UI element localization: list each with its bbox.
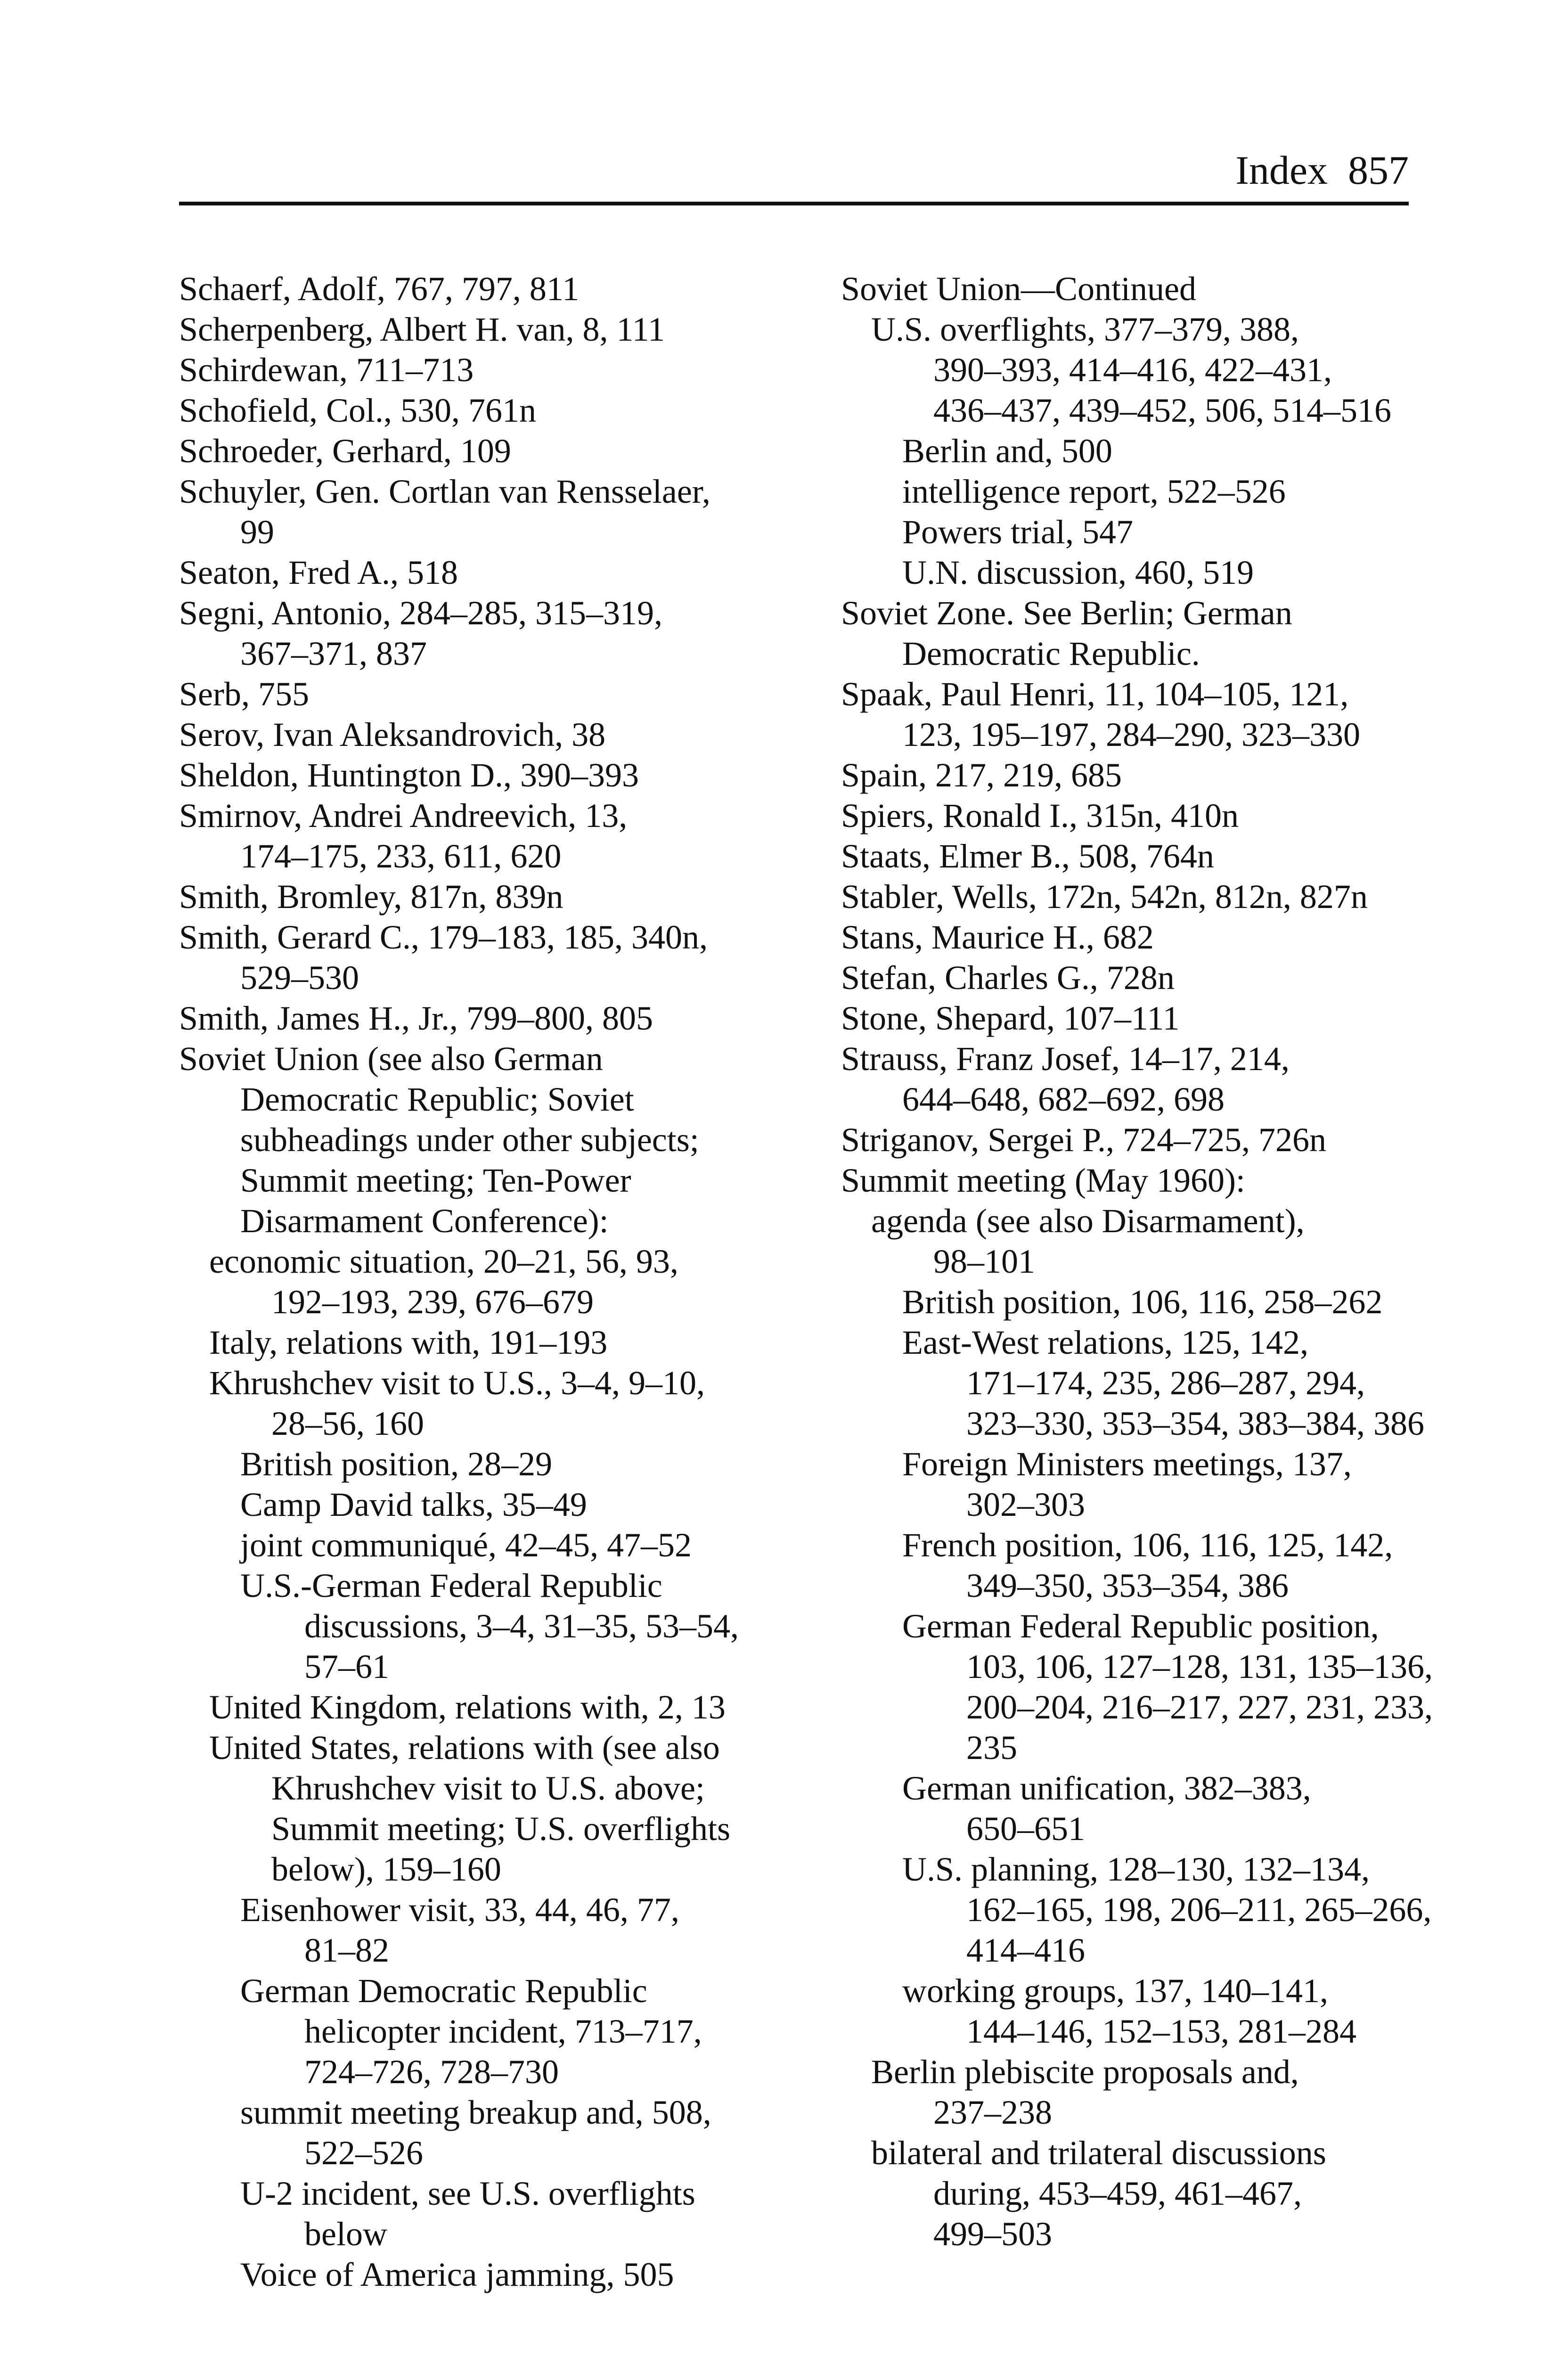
index-entry	[179, 552, 763, 593]
index-entry-text: 302–303	[966, 1486, 1085, 1523]
index-entry-text: working groups, 137, 140–141,	[902, 1972, 1328, 2010]
index-entry-text: Smirnov, Andrei Andreevich, 13,	[179, 797, 628, 834]
index-entry-text: Seaton, Fred A., 518	[179, 554, 458, 591]
page-header	[179, 137, 1409, 203]
index-entry	[179, 1687, 763, 1727]
index-entry	[841, 876, 1425, 917]
index-entry	[841, 1241, 1425, 1282]
index-entry-text: 103, 106, 127–128, 131, 135–136,	[966, 1648, 1433, 1685]
index-entry	[841, 2011, 1425, 2052]
index-entry-text: Berlin plebiscite proposals and,	[871, 2053, 1299, 2091]
index-column-right	[841, 269, 1433, 2254]
index-entry	[179, 1120, 763, 1160]
index-entry	[841, 593, 1425, 633]
index-column-left	[179, 269, 763, 2295]
index-entry-text: bilateral and trilateral discussions	[871, 2134, 1326, 2172]
index-entry	[841, 2214, 1425, 2254]
index-entry	[179, 1484, 763, 1525]
index-entry-text: Segni, Antonio, 284–285, 315–319,	[179, 594, 663, 632]
index-entry-text: U.S.-German Federal Republic	[240, 1567, 662, 1604]
index-entry	[179, 512, 763, 552]
index-entry-text: 200–204, 216–217, 227, 231, 233,	[966, 1688, 1433, 1726]
index-entry	[179, 593, 763, 633]
index-entry	[179, 1808, 763, 1849]
index-entry	[179, 876, 763, 917]
index-entry-text: Schirdewan, 711–713	[179, 351, 474, 389]
index-entry	[179, 755, 763, 795]
index-entry	[841, 1768, 1425, 1808]
index-entry-text: Democratic Republic.	[902, 635, 1200, 672]
index-entry	[179, 431, 763, 471]
index-entry-text: below), 159–160	[271, 1850, 501, 1888]
index-entry-text: Khrushchev visit to U.S., 3–4, 9–10,	[209, 1364, 705, 1402]
index-entry-text: 414–416	[966, 1931, 1085, 1969]
index-entry-text: Soviet Union—Continued	[841, 270, 1196, 308]
index-entry-text: 123, 195–197, 284–290, 323–330	[902, 716, 1360, 753]
index-entry-text: 367–371, 837	[240, 635, 427, 672]
index-entry-text: U-2 incident, see U.S. overflights	[240, 2175, 695, 2212]
index-entry-text: Camp David talks, 35–49	[240, 1486, 587, 1523]
index-entry	[179, 269, 763, 309]
index-entry-text: Foreign Ministers meetings, 137,	[902, 1445, 1352, 1483]
index-entry	[841, 2052, 1425, 2092]
index-entry	[841, 1565, 1425, 1606]
index-entry-text: Summit meeting; U.S. overflights	[271, 1810, 730, 1848]
index-entry	[179, 1727, 763, 1768]
index-entry	[841, 269, 1425, 309]
index-entry-text: Schuyler, Gen. Cortlan van Rensselaer,	[179, 473, 710, 510]
index-entry	[841, 1160, 1425, 1201]
index-entry-text: economic situation, 20–21, 56, 93,	[209, 1243, 678, 1280]
index-entry	[179, 1160, 763, 1201]
index-entry	[841, 1079, 1425, 1120]
index-entry	[179, 795, 763, 836]
index-entry	[841, 512, 1425, 552]
index-entry	[179, 1890, 763, 1930]
index-entry	[841, 674, 1425, 714]
index-entry-text: discussions, 3–4, 31–35, 53–54,	[304, 1607, 739, 1645]
index-entry-text: below	[304, 2215, 387, 2253]
index-entry	[179, 674, 763, 714]
index-entry	[179, 350, 763, 390]
index-entry-text: 57–61	[304, 1648, 389, 1685]
index-entry-text: British position, 28–29	[240, 1445, 553, 1483]
index-entry	[841, 1444, 1425, 1484]
index-entry-text: Khrushchev visit to U.S. above;	[271, 1769, 705, 1807]
index-entry-text: 144–146, 152–153, 281–284	[966, 2012, 1356, 2050]
index-entry-text: Schaerf, Adolf, 767, 797, 811	[179, 270, 580, 308]
index-entry	[179, 1768, 763, 1808]
index-entry	[179, 633, 763, 674]
index-entry-text: 235	[966, 1729, 1017, 1767]
index-entry-text: U.N. discussion, 460, 519	[902, 554, 1254, 591]
index-entry-text: 192–193, 239, 676–679	[271, 1283, 594, 1321]
index-entry	[179, 1930, 763, 1971]
index-entry	[841, 1201, 1425, 1241]
index-entry-text: 81–82	[304, 1931, 389, 1969]
index-entry-text: Voice of America jamming, 505	[240, 2256, 674, 2293]
index-entry-text: 349–350, 353–354, 386	[966, 1567, 1289, 1604]
index-entry-text: Spain, 217, 219, 685	[841, 756, 1122, 794]
index-entry-text: Spiers, Ronald I., 315n, 410n	[841, 797, 1239, 834]
index-entry	[179, 1849, 763, 1890]
index-entry-text: Democratic Republic; Soviet	[240, 1080, 634, 1118]
index-entry-text: German unification, 382–383,	[902, 1769, 1311, 1807]
index-entry	[179, 836, 763, 876]
index-entry-text: Serov, Ivan Aleksandrovich, 38	[179, 716, 606, 753]
index-entry	[841, 755, 1425, 795]
index-entry	[841, 1808, 1425, 1849]
index-entry-text: United Kingdom, relations with, 2, 13	[209, 1688, 726, 1726]
index-entry-text: 522–526	[304, 2134, 423, 2172]
index-entry	[841, 350, 1425, 390]
index-entry	[179, 2214, 763, 2254]
index-entry-text: Striganov, Sergei P., 724–725, 726n	[841, 1121, 1327, 1159]
index-entry	[841, 998, 1425, 1039]
index-entry	[179, 1606, 763, 1646]
index-entry-text: U.S. planning, 128–130, 132–134,	[902, 1850, 1370, 1888]
index-entry-text: Sheldon, Huntington D., 390–393	[179, 756, 639, 794]
index-entry-text: 28–56, 160	[271, 1405, 424, 1442]
index-entry-text: Spaak, Paul Henri, 11, 104–105, 121,	[841, 675, 1349, 713]
index-entry	[179, 2011, 763, 2052]
index-entry	[841, 431, 1425, 471]
index-entry-text: 98–101	[933, 1243, 1035, 1280]
index-entry-text: Disarmament Conference):	[240, 1202, 609, 1240]
index-entry	[841, 795, 1425, 836]
index-entry-text: United States, relations with (see also	[209, 1729, 720, 1767]
index-entry-text: 436–437, 439–452, 506, 514–516	[933, 392, 1391, 429]
index-entry-text: 171–174, 235, 286–287, 294,	[966, 1364, 1365, 1402]
index-entry	[179, 1646, 763, 1687]
index-entry	[179, 1525, 763, 1565]
index-entry	[841, 1646, 1433, 1687]
index-entry	[179, 1322, 763, 1363]
index-entry	[179, 1565, 763, 1606]
index-entry	[179, 1363, 763, 1403]
index-entry-text: Schofield, Col., 530, 761n	[179, 392, 536, 429]
index-entry	[179, 2092, 763, 2133]
index-entry-text: Staats, Elmer B., 508, 764n	[841, 837, 1214, 875]
index-entry	[179, 309, 763, 350]
index-entry	[841, 836, 1425, 876]
index-entry	[179, 2173, 763, 2214]
index-entry	[179, 1039, 763, 1079]
index-entry	[841, 1930, 1425, 1971]
index-entry-text: subheadings under other subjects;	[240, 1121, 699, 1159]
index-entry	[179, 471, 763, 512]
index-entry-text: German Democratic Republic	[240, 1972, 647, 2010]
index-entry-text: during, 453–459, 461–467,	[933, 2175, 1302, 2212]
index-entry	[841, 552, 1425, 593]
running-head: Index 857	[1235, 147, 1409, 193]
index-entry	[841, 917, 1425, 957]
index-entry	[179, 714, 763, 755]
index-entry-text: 499–503	[933, 2215, 1052, 2253]
index-entry-text: Italy, relations with, 191–193	[209, 1324, 608, 1361]
index-entry-text: 529–530	[240, 959, 359, 997]
index-entry-text: Eisenhower visit, 33, 44, 46, 77,	[240, 1891, 679, 1929]
index-entry	[841, 309, 1425, 350]
header-rule	[179, 202, 1409, 205]
index-entry-text: Strauss, Franz Josef, 14–17, 214,	[841, 1040, 1290, 1078]
index-entry	[179, 1971, 763, 2011]
index-entry	[841, 633, 1425, 674]
index-entry-text: Stefan, Charles G., 728n	[841, 959, 1175, 997]
index-entry-text: Powers trial, 547	[902, 513, 1133, 551]
index-entry	[179, 1282, 763, 1322]
index-entry-text: U.S. overflights, 377–379, 388,	[871, 311, 1299, 348]
index-entry-text: 174–175, 233, 611, 620	[240, 837, 562, 875]
index-entry-text: agenda (see also Disarmament),	[871, 1202, 1305, 1240]
index-entry	[841, 1484, 1425, 1525]
index-entry-text: 650–651	[966, 1810, 1085, 1848]
index-entry	[841, 1282, 1425, 1322]
index-entry	[841, 471, 1425, 512]
index-entry-text: Soviet Union (see also German	[179, 1040, 603, 1078]
index-entry	[179, 1403, 763, 1444]
index-entry-text: East-West relations, 125, 142,	[902, 1324, 1309, 1361]
index-entry	[841, 1606, 1425, 1646]
index-entry-text: Summit meeting; Ten-Power	[240, 1162, 631, 1199]
index-entry-text: French position, 106, 116, 125, 142,	[902, 1526, 1393, 1564]
index-entry	[841, 1727, 1425, 1768]
index-entry-text: 724–726, 728–730	[304, 2053, 559, 2091]
index-entry	[179, 2133, 763, 2173]
index-entry	[841, 1322, 1425, 1363]
index-entry	[179, 1201, 763, 1241]
index-entry	[841, 957, 1425, 998]
index-entry-text: Smith, Bromley, 817n, 839n	[179, 878, 564, 916]
index-entry-text: Berlin and, 500	[902, 432, 1112, 470]
index-entry-text: 99	[240, 513, 274, 551]
index-entry	[841, 1120, 1425, 1160]
index-entry-text: Smith, Gerard C., 179–183, 185, 340n,	[179, 918, 708, 956]
index-entry-text: Schroeder, Gerhard, 109	[179, 432, 511, 470]
index-entry	[841, 2173, 1425, 2214]
index-entry-text: 323–330, 353–354, 383–384, 386	[966, 1405, 1424, 1442]
index-entry	[179, 1241, 763, 1282]
index-entry-text: Scherpenberg, Albert H. van, 8, 111	[179, 311, 665, 348]
index-entry-text: German Federal Republic position,	[902, 1607, 1379, 1645]
index-entry-text: Stans, Maurice H., 682	[841, 918, 1154, 956]
index-entry-text: Serb, 755	[179, 675, 309, 713]
index-entry	[179, 2052, 763, 2092]
index-entry-text: Stabler, Wells, 172n, 542n, 812n, 827n	[841, 878, 1368, 916]
index-entry	[179, 957, 763, 998]
index-entry	[841, 1363, 1425, 1403]
index-entry	[841, 1403, 1425, 1444]
index-entry	[841, 2133, 1425, 2173]
index-entry	[179, 2254, 763, 2295]
index-entry	[179, 998, 763, 1039]
index-entry	[179, 917, 763, 957]
index-entry	[841, 1849, 1425, 1890]
index-entry-text: joint communiqué, 42–45, 47–52	[240, 1526, 692, 1564]
index-entry-text: 644–648, 682–692, 698	[902, 1080, 1225, 1118]
index-entry-text: Smith, James H., Jr., 799–800, 805	[179, 999, 653, 1037]
index-entry	[841, 1890, 1432, 1930]
index-entry-text: 237–238	[933, 2094, 1052, 2131]
index-entry	[841, 1525, 1425, 1565]
index-entry-text: summit meeting breakup and, 508,	[240, 2094, 711, 2131]
index-entry	[841, 2092, 1425, 2133]
index-entry	[841, 714, 1425, 755]
index-entry-text: British position, 106, 116, 258–262	[902, 1283, 1383, 1321]
index-entry-text: 162–165, 198, 206–211, 265–266,	[966, 1891, 1432, 1929]
index-entry	[179, 1444, 763, 1484]
index-entry	[841, 1971, 1425, 2011]
index-entry-text: 390–393, 414–416, 422–431,	[933, 351, 1332, 389]
index-entry	[179, 390, 763, 431]
index-entry	[841, 1039, 1425, 1079]
index-entry-text: helicopter incident, 713–717,	[304, 2012, 702, 2050]
index-entry-text: Soviet Zone. See Berlin; German	[841, 594, 1292, 632]
index-entry-text: Stone, Shepard, 107–111	[841, 999, 1180, 1037]
index-entry	[841, 390, 1425, 431]
index-entry-text: Summit meeting (May 1960):	[841, 1162, 1245, 1199]
index-entry	[179, 1079, 763, 1120]
index-entry-text: intelligence report, 522–526	[902, 473, 1286, 510]
index-entry	[841, 1687, 1433, 1727]
